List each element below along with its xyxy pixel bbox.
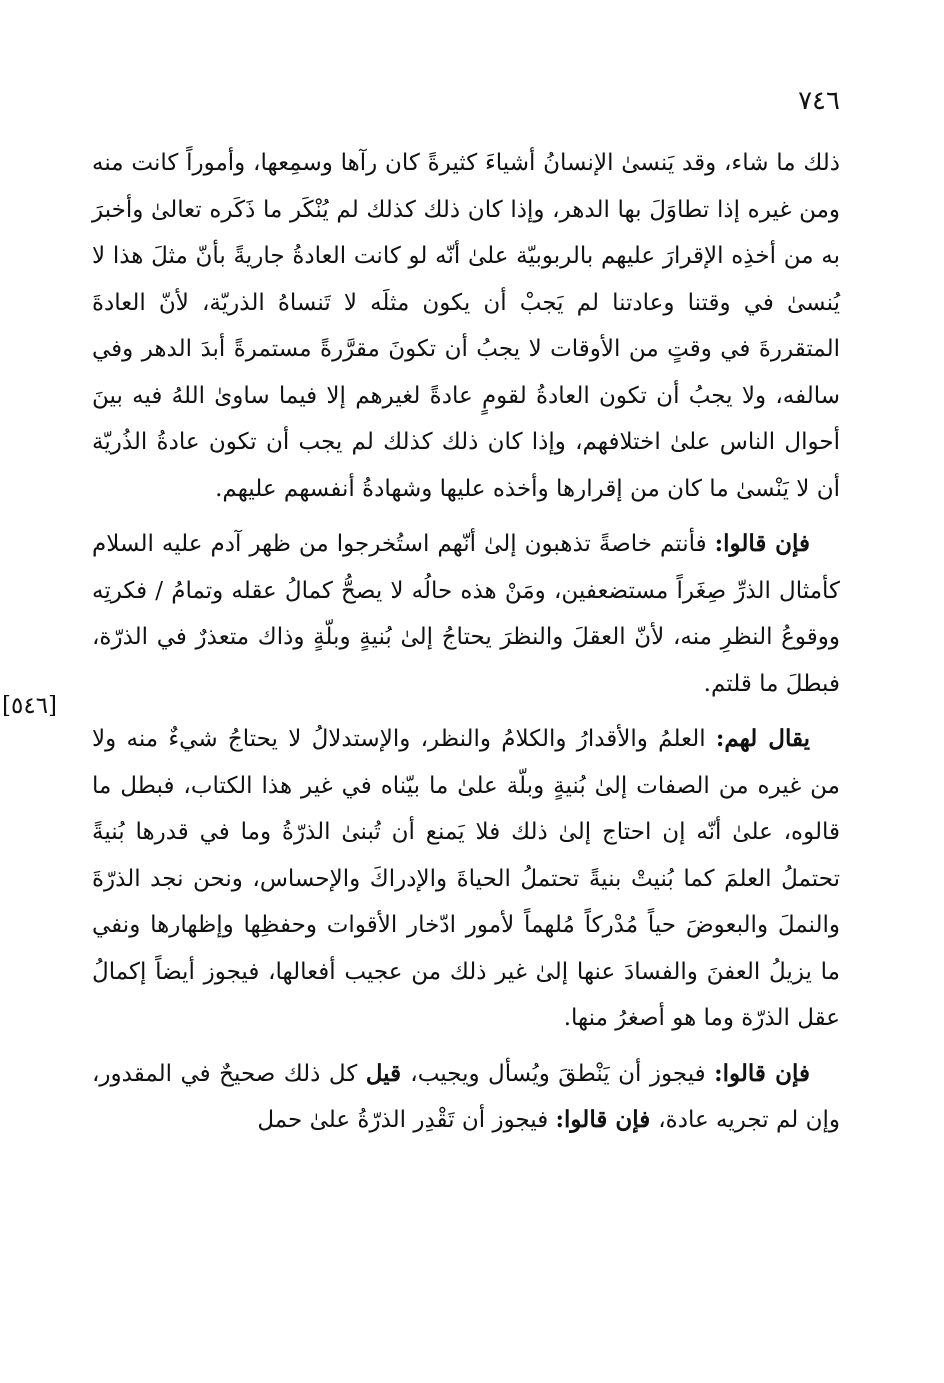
paragraph-lead: يقال لهم: (715, 725, 811, 752)
paragraph-lead: فإن قالوا: (714, 1059, 810, 1087)
paragraph-3 (92, 716, 840, 1042)
paragraph-lead-2: قيل (365, 1059, 411, 1087)
paragraph-1 (92, 140, 840, 512)
paragraph-text-2: كل ذلك صحيحٌ في المقدور، وإن لم تجريه عادة، (92, 1060, 840, 1133)
paragraph-lead-3: فإن قالوا: (555, 1106, 659, 1133)
page-number: ٧٤٦ (798, 86, 840, 116)
paragraph-text: فيجوز أن يَنْطقَ ويُسأل ويجيب، (410, 1060, 715, 1087)
page-body (92, 140, 840, 1144)
paragraph-lead: فإن قالوا: (714, 530, 810, 557)
paragraph-text: ذلك ما شاء، وقد يَنسىٰ الإنسانُ أشياءَ كثيرةً كان رآها وسمِعها، وأموراً كانت منه ومن غيره إذا تطاوَلَ بها الدهر، وإذا كان ذلك كذلك لم يُنْكَر ما ذَكَره تعالىٰ وأخبرَ به من أخذِه الإقرارَ عليهم بالربوبيّة علىٰ أنّه لو كانت العادةُ جاريةً بأنّ مثلَ هذا لا يُنسىٰ في وقتنا وعادتنا لم يَجبْ أن يكون مثلَه لا تَنساهُ الذريّة، لأنّ العادةَ المتقررةَ في وقتٍ من الأوقات لا يجبُ أن تكونَ مقرَّرةً مستمرةً أبدَ الدهر وفي سالفه، ولا يجبُ أن تكون العادةُ لقومٍ عادةً لغيرهم إلا فيما ساوىٰ اللهُ فيه بينَ أحوال الناس علىٰ اختلافهم، وإذا كان ذلك كذلك لم يجب أن تكون عادةُ الذُريّة أن لا يَنْسىٰ ما كان من إقرارها وأخذه عليها وشهادةُ أنفسهم عليهم. (92, 150, 840, 502)
paragraph-4 (92, 1051, 840, 1144)
margin-page-marker: [٥٤٦] (2, 693, 58, 719)
paragraph-2 (92, 521, 840, 707)
paragraph-text: فأنتم خاصةً تذهبون إلىٰ أنّهم استُخرجوا من ظهر آدم عليه السلام كأمثال الذرِّ صِغَراً مستضعفين، ومَنْ هذه حالُه لا يصحُّ كمالُ عقله وتمامُ / فكرتِه ووقوعُ النظرِ منه، لأنّ العقلَ والنظرَ يحتاجُ إلىٰ بُنيةٍ وبلّةٍ وذاك متعذرٌ في الذرّة، فبطلَ ما قلتم. (92, 531, 840, 697)
paragraph-text-3: فيجوز أن تَقْدِر الذرّةُ علىٰ حمل (257, 1107, 556, 1133)
paragraph-text: العلمُ والأقدارُ والكلامُ والنظر، والإستدلالُ لا يحتاجُ شيءٌ منه ولا من غيره من الصفات إلىٰ بُنيةٍ وبلّة علىٰ ما بيّناه في غير هذا الكتاب، فبطل ما قالوه، علىٰ أنّه إن احتاج إلىٰ ذلك فلا يَمنع أن تُبنىٰ الذرّةُ وما في قدرها بُنيةً تحتملُ العلمَ كما بُنيتْ بنيةً تحتملُ الحياةَ والإدراكَ والإحساس، ونحن نجد الذرّةَ والنملَ والبعوضَ حياً مُدْركاً مُلهماً لأمور ادّخار الأقوات وحفظِها وإظهارها ونفي ما يزيلُ العفنَ والفسادَ عنها إلىٰ غير ذلك من عجيب أفعالها، فيجوز أيضاً إكمالُ عقل الذرّة وما هو أصغرُ منها. (92, 726, 840, 1031)
